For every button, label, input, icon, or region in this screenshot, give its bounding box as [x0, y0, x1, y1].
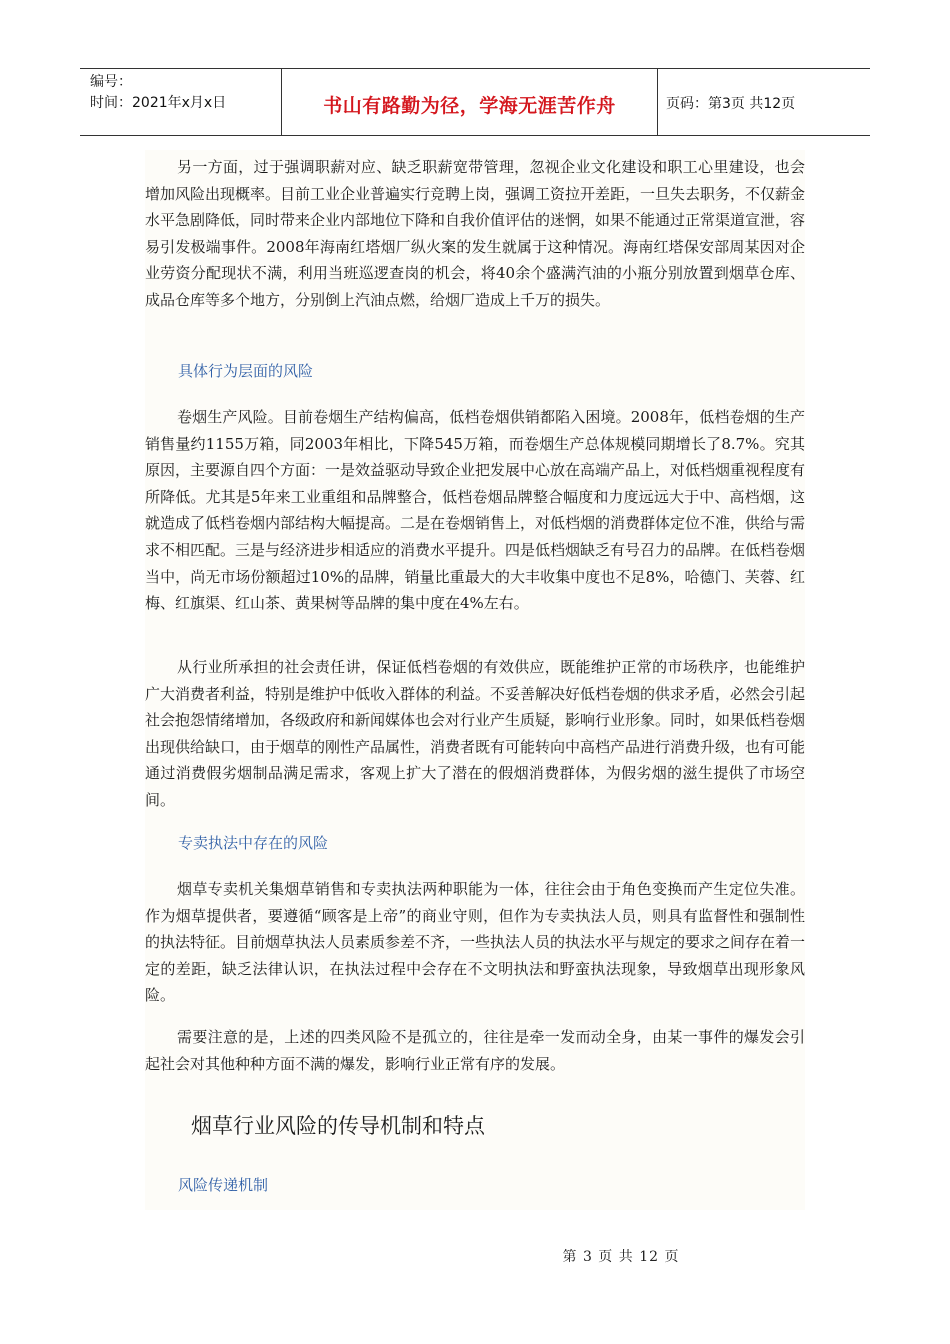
- header-page-label: 页码：第3页 共12页: [666, 96, 796, 112]
- page-footer: 第 3 页 共 12 页: [562, 1249, 680, 1265]
- section-heading: 烟草行业风险的传导机制和特点: [191, 1114, 485, 1138]
- paragraph-3: 从行业所承担的社会责任讲，保证低档卷烟的有效供应，既能维护正常的市场秩序，也能维护广大消费者利益，特别是维护中低收入群体的利益。不妥善解决好低档卷烟的供求矛盾，必然会引起社会抱怨情绪增加，各级政府和新闻媒体也会对行业产生质疑，影响行业形象。同时，如果低档卷烟出现供给缺口，由于烟草的刚性产品属性，消费者既有可能转向中高档产品进行消费升级，也有可能通过消费假劣烟制品满足需求，客观上扩大了潜在的假烟消费群体，为假劣烟的滋生提供了市场空间。: [145, 658, 806, 809]
- header-meta: [80, 69, 282, 135]
- document-number-label: 编号：: [90, 74, 132, 90]
- subheading-enforcement-risk: 专卖执法中存在的风险: [178, 834, 329, 852]
- paragraph-1: 另一方面，过于强调职薪对应、缺乏职薪宽带管理，忽视企业文化建设和职工心里建设，也会增加风险出现概率。目前工业企业普遍实行竞聘上岗，强调工资拉开差距，一旦失去职务，不仅薪金水平急剧降低，同时带来企业内部地位下降和自我价值评估的迷惘，如果不能通过正常渠道宣泄，容易引发极端事件。2008年海南红塔烟厂纵火案的发生就属于这种情况。海南红塔保安部周某因对企业劳资分配现状不满，利用当班巡逻查岗的机会，将40余个盛满汽油的小瓶分别放置到烟草仓库、成品仓库等多个地方，分别倒上汽油点燃，给烟厂造成上千万的损失。: [145, 158, 806, 309]
- page-header: [80, 68, 870, 136]
- document-body: [145, 150, 805, 1210]
- header-motto: 书山有路勤为径，学海无涯苦作舟: [282, 69, 658, 135]
- subheading-behavior-risk: 具体行为层面的风险: [178, 362, 314, 380]
- document-date-label: 时间：2021年x月x日: [90, 95, 227, 111]
- paragraph-2: 卷烟生产风险。目前卷烟生产结构偏高，低档卷烟供销都陷入困境。2008年，低档卷烟的生产销售量约1155万箱，同2003年相比，下降545万箱，而卷烟生产总体规模同期增长了8.7%。究其原因，主要源自四个方面：一是效益驱动导致企业把发展中心放在高端产品上，对低档烟重视程度有所降低。尤其是5年来工业重组和品牌整合，低档卷烟品牌整合幅度和力度远远大于中、高档烟，这就造成了低档卷烟内部结构大幅提高。二是在卷烟销售上，对低档烟的消费群体定位不准，供给与需求不相匹配。三是与经济进步相适应的消费水平提升。四是低档烟缺乏有号召力的品牌。在低档卷烟当中，尚无市场份额超过10%的品牌，销量比重最大的大丰收集中度也不足8%，哈德门、芙蓉、红梅、红旗渠、红山茶、黄果树等品牌的集中度在4%左右。: [145, 408, 806, 613]
- paragraph-4: 烟草专卖机关集烟草销售和专卖执法两种职能为一体，往往会由于角色变换而产生定位失准。作为烟草提供者，要遵循“顾客是上帝”的商业守则，但作为专卖执法人员，则具有监督性和强制性的执法特征。目前烟草执法人员素质参差不齐，一些执法人员的执法水平与规定的要求之间存在着一定的差距，缺乏法律认识，在执法过程中会存在不文明执法和野蛮执法现象，导致烟草出现形象风险。: [145, 880, 806, 1005]
- paragraph-5: 需要注意的是，上述的四类风险不是孤立的，往往是牵一发而动全身，由某一事件的爆发会引起社会对其他种种方面不满的爆发，影响行业正常有序的发展。: [145, 1028, 805, 1073]
- subheading-transmission: 风险传递机制: [178, 1176, 269, 1194]
